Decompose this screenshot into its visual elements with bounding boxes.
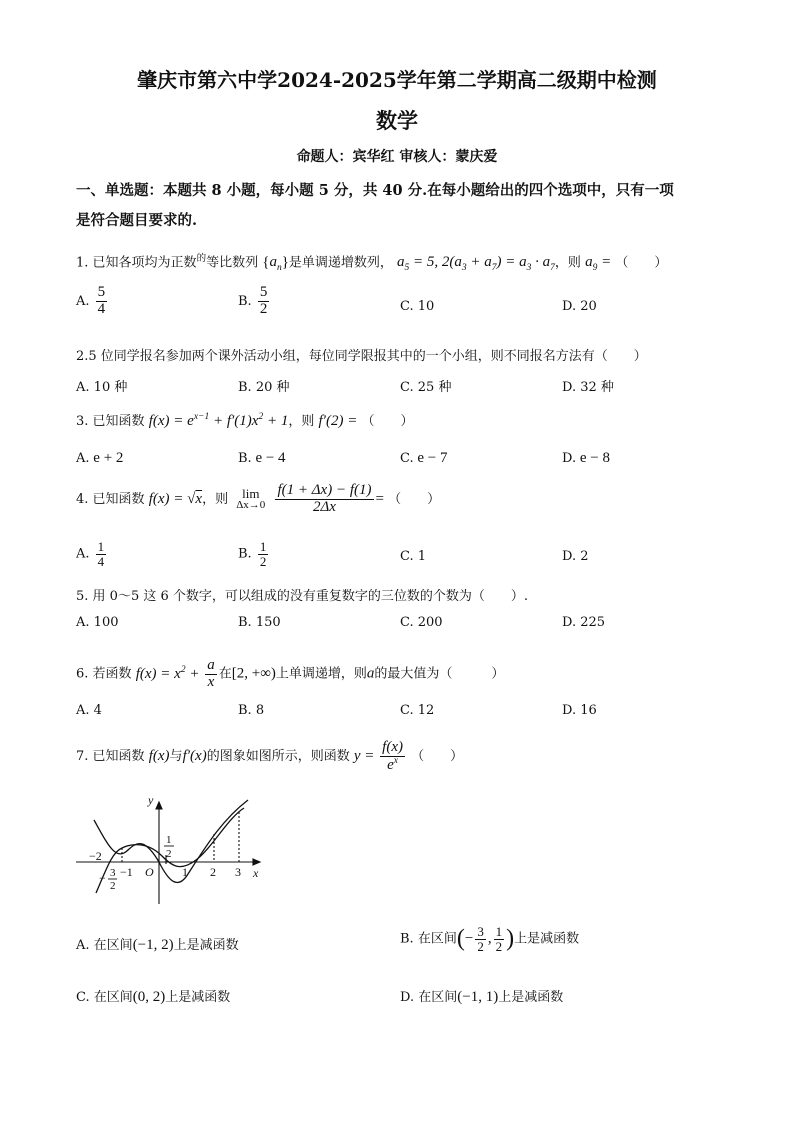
y-axis-arrow [156,802,162,809]
math-variable-a: a [366,665,375,682]
section-heading-line1: 一、单选题：本题共 8 小题，每小题 5 分，共 40 分.在每小题给出的四个选项中，只有一项 [76,182,674,199]
option-fraction: $\frac{5}{4}$ [97,284,106,317]
option-1b [238,285,271,318]
tick-label-neg1: −1 [120,865,133,879]
math-limit: lim Δx→0 [236,485,266,512]
question-text: ，则 [554,255,581,271]
question-6 [76,658,504,691]
question-text: 与 [169,749,183,765]
option-6d: D. 16 [562,703,597,718]
tick-label-1: 1 [182,865,188,879]
x-axis-arrow [253,859,260,865]
question-text: 是单调递增数列， [288,255,393,271]
question-number: 2. [76,349,89,364]
option-value: 10 [417,299,435,314]
option-3c: C. e − 7 [400,450,448,466]
math-f: f(x) [148,748,170,765]
origin-label: O [145,865,154,879]
option-4d: D. 2 [562,549,589,564]
option-6b: B. 8 [238,703,265,718]
y-axis-label: y [148,793,154,807]
option-label: B. [238,293,252,309]
option-7d: D. 在区间(−1, 1)上是减函数 [400,989,564,1005]
math-interval: (0, 2) [132,989,166,1005]
x-axis-label: x [253,866,259,880]
tick-label-neg3-2-sign: − [99,871,106,885]
option-2a: A. 10 种 [76,380,128,395]
option-1c [400,299,434,314]
question-1 [76,250,667,273]
function-graph-figure [70,790,270,910]
question-2 [76,345,647,364]
question-text: 已知函数 [92,749,145,765]
question-number: 7. [76,749,89,765]
option-3b: B. e − 4 [238,450,286,466]
option-3a: A. e + 2 [76,450,124,466]
math-interval: [2, +∞) [231,665,276,682]
math-y-def: y = $\frac{f(x)}{e^x}$ [353,739,403,773]
math-sequence-an: $\{a_n\}$ [262,254,289,274]
math-function-def: $f(x) = e^{x-1} + f'(1)x^2 + 1$ [148,412,289,429]
question-text: 5 位同学报名参加两个课外活动小组，每位同学限报其中的一个小组，则不同报名方法有（ ） [88,349,647,364]
math-fprime: f′(x) [182,748,207,765]
tick-label-half-num: 1 [166,834,172,846]
math-interval: (−1, 1) [457,989,499,1005]
option-label: C. [400,299,414,314]
option-7a: A. 在区间(−1, 2)上是减函数 [76,937,239,953]
question-text: 已知各项均为正数 [92,255,197,271]
option-6c: C. 12 [400,703,435,718]
option-2d: D. 32 种 [562,380,614,395]
section-heading-line2: 是符合题目要求的. [76,212,198,229]
option-1a [76,285,109,318]
answer-blank: （ ） [388,491,441,507]
math-a9: $a_9$ = [585,254,612,274]
question-text: 已知函数 [92,491,145,507]
math-interval: (−1, 2) [132,937,174,953]
option-5c: C. 200 [400,615,443,630]
option-5a: A. 100 [76,615,119,630]
option-4b: B. $\frac{1}{2}$ [238,539,267,569]
exam-authors: 命题人：宾华红 审核人：蒙庆爱 [296,149,498,165]
option-5b: B. 150 [238,615,281,630]
option-2c: C. 25 种 [400,380,452,395]
math-function-def: f(x) = √x [148,490,203,507]
option-value: 20 [580,299,597,314]
question-7 [76,740,463,774]
question-4: 4. 已知函数 f(x) = √x，则 lim Δx→0 $\frac{f(1 + \Delta x) - f(1)}{2\Delta x}$ = （ ） [76,482,441,515]
question-text: 用 0～5 这 6 个数字，可以组成的没有重复数字的三位数的个数为（ ）. [92,589,529,604]
question-text: 已知函数 [92,414,145,429]
tick-label-half-den: 2 [166,848,172,860]
answer-blank: （ ） [615,255,668,271]
question-text: 若函数 [92,666,132,682]
question-text: 等比数列 [206,255,259,271]
tick-label-3: 3 [235,865,241,879]
exam-title: 肇庆市第六中学2024-2025学年第二学期高二级期中检测 [137,68,657,92]
option-3d: D. e − 8 [562,450,610,466]
math-condition: $a_5 = 5$, $2(a_3 + a_7) = a_3 \cdot a_7$ [397,254,555,274]
option-fraction: $\frac{5}{2}$ [259,284,268,317]
question-text: 的最大值为（ ） [374,666,505,682]
option-4a: A. $\frac{1}{4}$ [76,539,105,569]
option-7c: C. 在区间(0, 2)上是减函数 [76,989,231,1005]
option-1d [562,299,597,314]
option-7b: B. 在区间(− $\frac{3}{2}$ , $\frac{1}{2}$ )上是减函数 [400,924,580,954]
math-function-def: $f(x) = x^2$ + $\frac{a}{x}$ [135,657,215,690]
question-text: ，则 [202,491,229,507]
question-number: 4. [76,491,89,507]
tick-label-neg3-2-num: 3 [110,867,116,879]
question-number: 1. [76,255,89,271]
option-6a: A. 4 [76,703,102,718]
question-text: 的 [196,253,207,264]
question-text: ，则 [288,414,315,429]
tick-label-neg2: −2 [89,849,102,863]
tick-label-2: 2 [210,865,216,879]
question-number: 5. [76,589,89,604]
question-text: 在 [218,666,232,682]
option-label: A. [76,293,90,309]
question-number: 6. [76,666,89,682]
question-number: 3. [76,414,89,429]
option-2b: B. 20 种 [238,380,290,395]
question-text: 上单调递增，则 [275,666,367,682]
question-5 [76,585,528,604]
math-difference-quotient: $\frac{f(1 + \Delta x) - f(1)}{2\Delta x}$ [277,482,372,515]
answer-blank: （ ） [361,414,414,429]
option-5d: D. 225 [562,615,606,630]
question-3 [76,410,413,430]
question-text: 的图象如图所示，则函数 [206,749,350,765]
option-label: D. [562,299,577,314]
option-4c: C. 1 [400,549,427,564]
answer-blank: （ ） [411,749,464,765]
tick-label-neg3-2-den: 2 [110,880,116,892]
subject-title: 数学 [376,108,418,133]
math-target: f′(2) = [318,413,358,429]
